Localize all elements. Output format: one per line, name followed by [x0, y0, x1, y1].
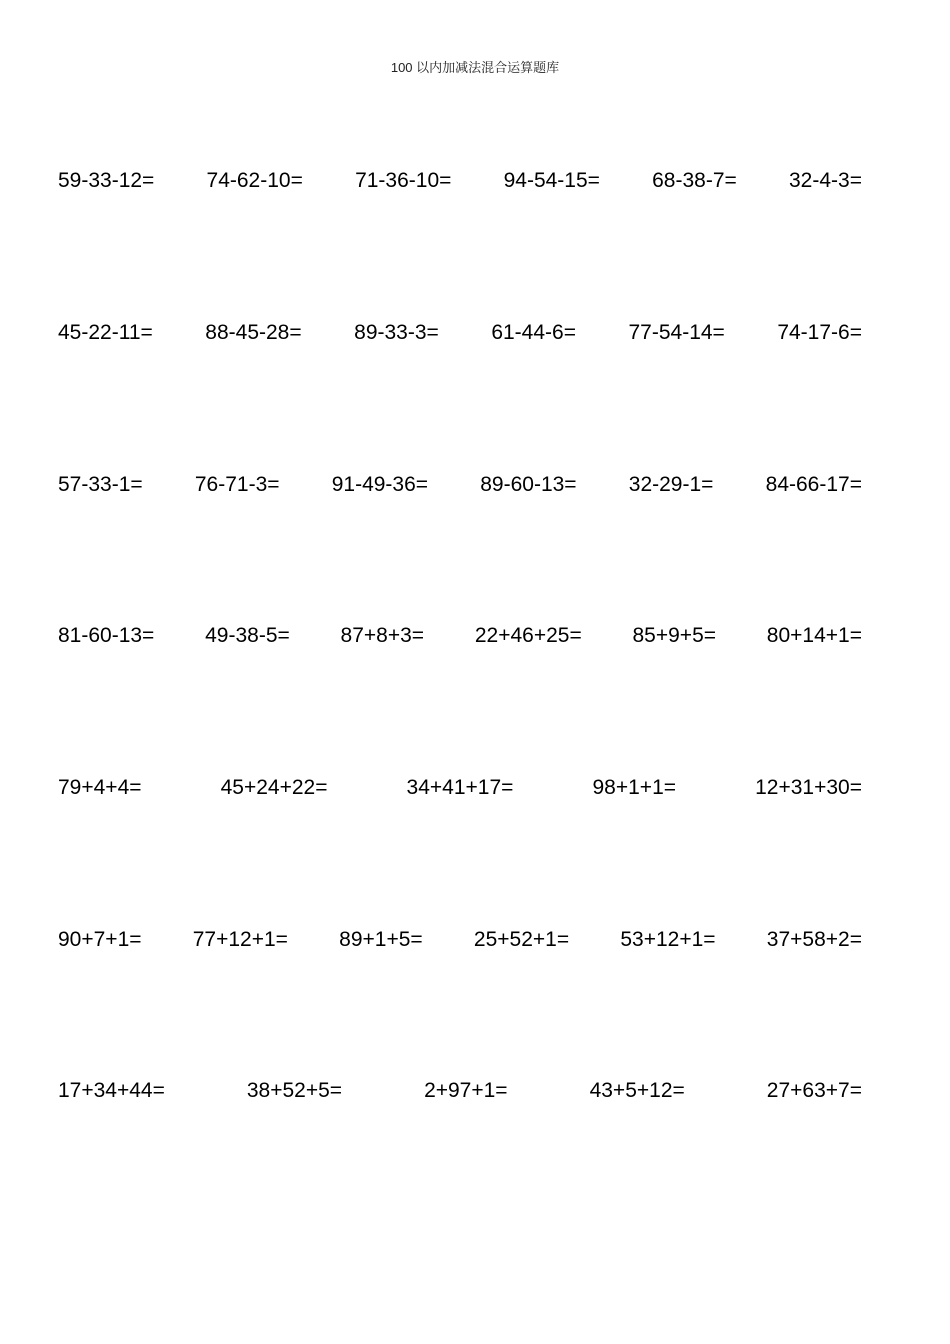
problem-item: 77+12+1=: [192, 928, 288, 951]
problem-row-6: [58, 925, 862, 955]
problem-item: 88-45-28=: [205, 321, 302, 344]
problem-item: 27+63+7=: [766, 1079, 862, 1102]
problem-item: 84-66-17=: [765, 473, 862, 496]
problem-row-5: [58, 773, 862, 803]
problem-item: 45+24+22=: [220, 776, 328, 799]
problem-row-4: [58, 621, 862, 651]
problem-item: 90+7+1=: [58, 928, 142, 951]
problem-item: 59-33-12=: [58, 169, 155, 192]
problem-item: 68-38-7=: [652, 169, 737, 192]
problem-item: 98+1+1=: [592, 776, 677, 799]
problem-item: 25+52+1=: [473, 928, 570, 951]
problem-item: 80+14+1=: [766, 624, 862, 647]
problem-item: 79+4+4=: [58, 776, 142, 799]
problem-item: 22+46+25=: [474, 624, 582, 647]
problem-item: 94-54-15=: [503, 169, 600, 192]
problem-item: 32-4-3=: [788, 169, 862, 192]
problem-item: 43+5+12=: [589, 1079, 685, 1102]
problem-item: 2+97+1=: [424, 1079, 508, 1102]
problem-row-3: [58, 470, 862, 500]
problem-row-1: [58, 166, 862, 196]
problem-item: 32-29-1=: [628, 473, 714, 496]
problem-item: 37+58+2=: [766, 928, 862, 951]
problem-row-2: [58, 318, 862, 348]
problem-item: 12+31+30=: [755, 776, 862, 799]
page-title: 100 以内加减法混合运算题库: [390, 60, 560, 75]
problem-item: 74-17-6=: [777, 321, 862, 344]
problem-item: 87+8+3=: [340, 624, 425, 647]
problem-item: 85+9+5=: [632, 624, 717, 647]
problem-item: 61-44-6=: [491, 321, 576, 344]
problem-item: 57-33-1=: [58, 473, 143, 496]
problem-item: 74-62-10=: [206, 169, 303, 192]
problem-item: 89-60-13=: [480, 473, 577, 496]
problem-item: 34+41+17=: [406, 776, 514, 799]
problem-item: 81-60-13=: [58, 624, 155, 647]
problem-row-7: [58, 1076, 862, 1106]
problem-item: 53+12+1=: [620, 928, 716, 951]
problem-item: 71-36-10=: [355, 169, 452, 192]
problem-item: 89+1+5=: [339, 928, 423, 951]
problem-item: 77-54-14=: [628, 321, 725, 344]
problem-item: 76-71-3=: [194, 473, 280, 496]
problem-item: 89-33-3=: [354, 321, 439, 344]
problem-item: 49-38-5=: [205, 624, 290, 647]
problem-item: 38+52+5=: [246, 1079, 343, 1102]
problem-item: 45-22-11=: [58, 321, 153, 344]
problem-item: 91-49-36=: [331, 473, 429, 496]
problem-item: 17+34+44=: [58, 1079, 165, 1102]
